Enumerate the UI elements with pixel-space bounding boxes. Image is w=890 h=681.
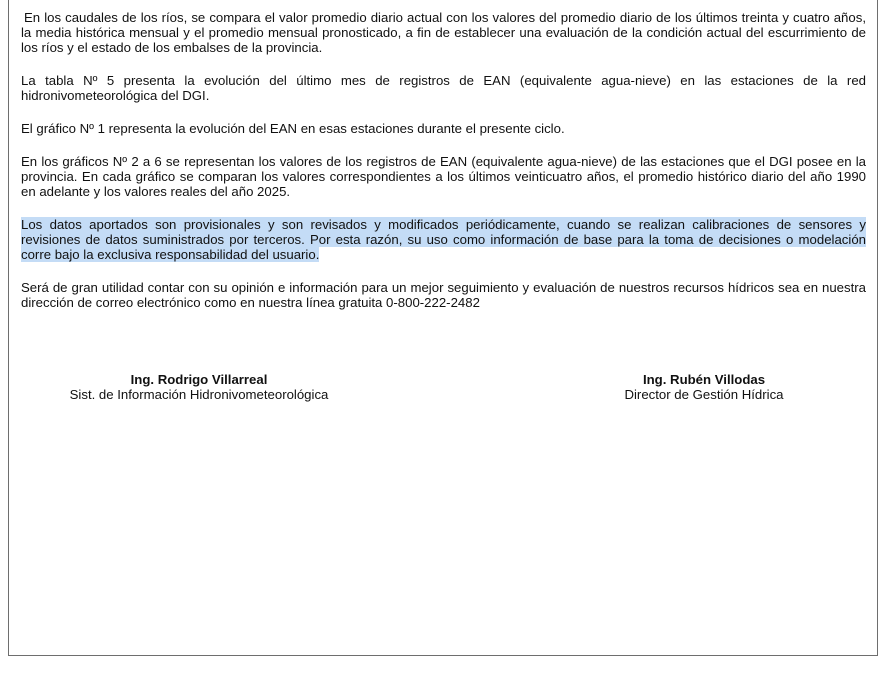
paragraph-disclaimer[interactable] xyxy=(21,217,866,262)
signature-right-name: Ing. Rubén Villodas xyxy=(642,372,766,387)
signatures xyxy=(9,372,879,412)
paragraph-graficos-2-6[interactable]: En los gráficos Nº 2 a 6 se representan los valores de los registros de EAN (equivalente agua-nieve) de las estaciones que el DGI posee en la provincia. En cada gráfico se comparan los valores correspondientes a los últimos veinticuatro años, el promedio histórico diario del año 1990 en adelante y los valores reales del año 2025. xyxy=(21,154,866,199)
signature-left-name: Ing. Rodrigo Villarreal xyxy=(130,372,268,387)
signature-left-role: Sist. de Información Hidronivometeorológica xyxy=(69,387,329,402)
paragraph-contacto[interactable]: Será de gran utilidad contar con su opinión e información para un mejor seguimiento y evaluación de nuestros recursos hídricos sea en nuestra dirección de correo electrónico como en nuestra línea gratuita 0-800-222-2482 xyxy=(21,280,866,310)
paragraph-grafico-1[interactable]: El gráfico Nº 1 representa la evolución del EAN en esas estaciones durante el presente ciclo. xyxy=(21,121,565,136)
document-body xyxy=(21,10,866,328)
selected-text[interactable]: Los datos aportados son provisionales y son revisados y modificados periódicamente, cuando se realizan calibraciones de sensores y revisiones de datos suministrados por terceros. Por esta razón, su uso como información de base para la toma de decisiones o modelación corre bajo la exclusiva responsabilidad del usuario. xyxy=(21,217,866,262)
signature-right-role: Director de Gestión Hídrica xyxy=(624,387,784,402)
signature-left xyxy=(29,372,369,402)
paragraph-caudales[interactable]: En los caudales de los ríos, se compara el valor promedio diario actual con los valores del promedio diario de los últimos treinta y cuatro años, la media histórica mensual y el promedio mensual pronosticado, a fin de establecer una evaluación de la condición actual del escurrimiento de los ríos y el estado de los embalses de la provincia. xyxy=(21,10,866,55)
signature-right xyxy=(569,372,839,402)
paragraph-tabla-5[interactable]: La tabla Nº 5 presenta la evolución del último mes de registros de EAN (equivalente agua-nieve) en las estaciones de la red hidronivometeorológica del DGI. xyxy=(21,73,866,103)
document-page xyxy=(8,0,878,656)
